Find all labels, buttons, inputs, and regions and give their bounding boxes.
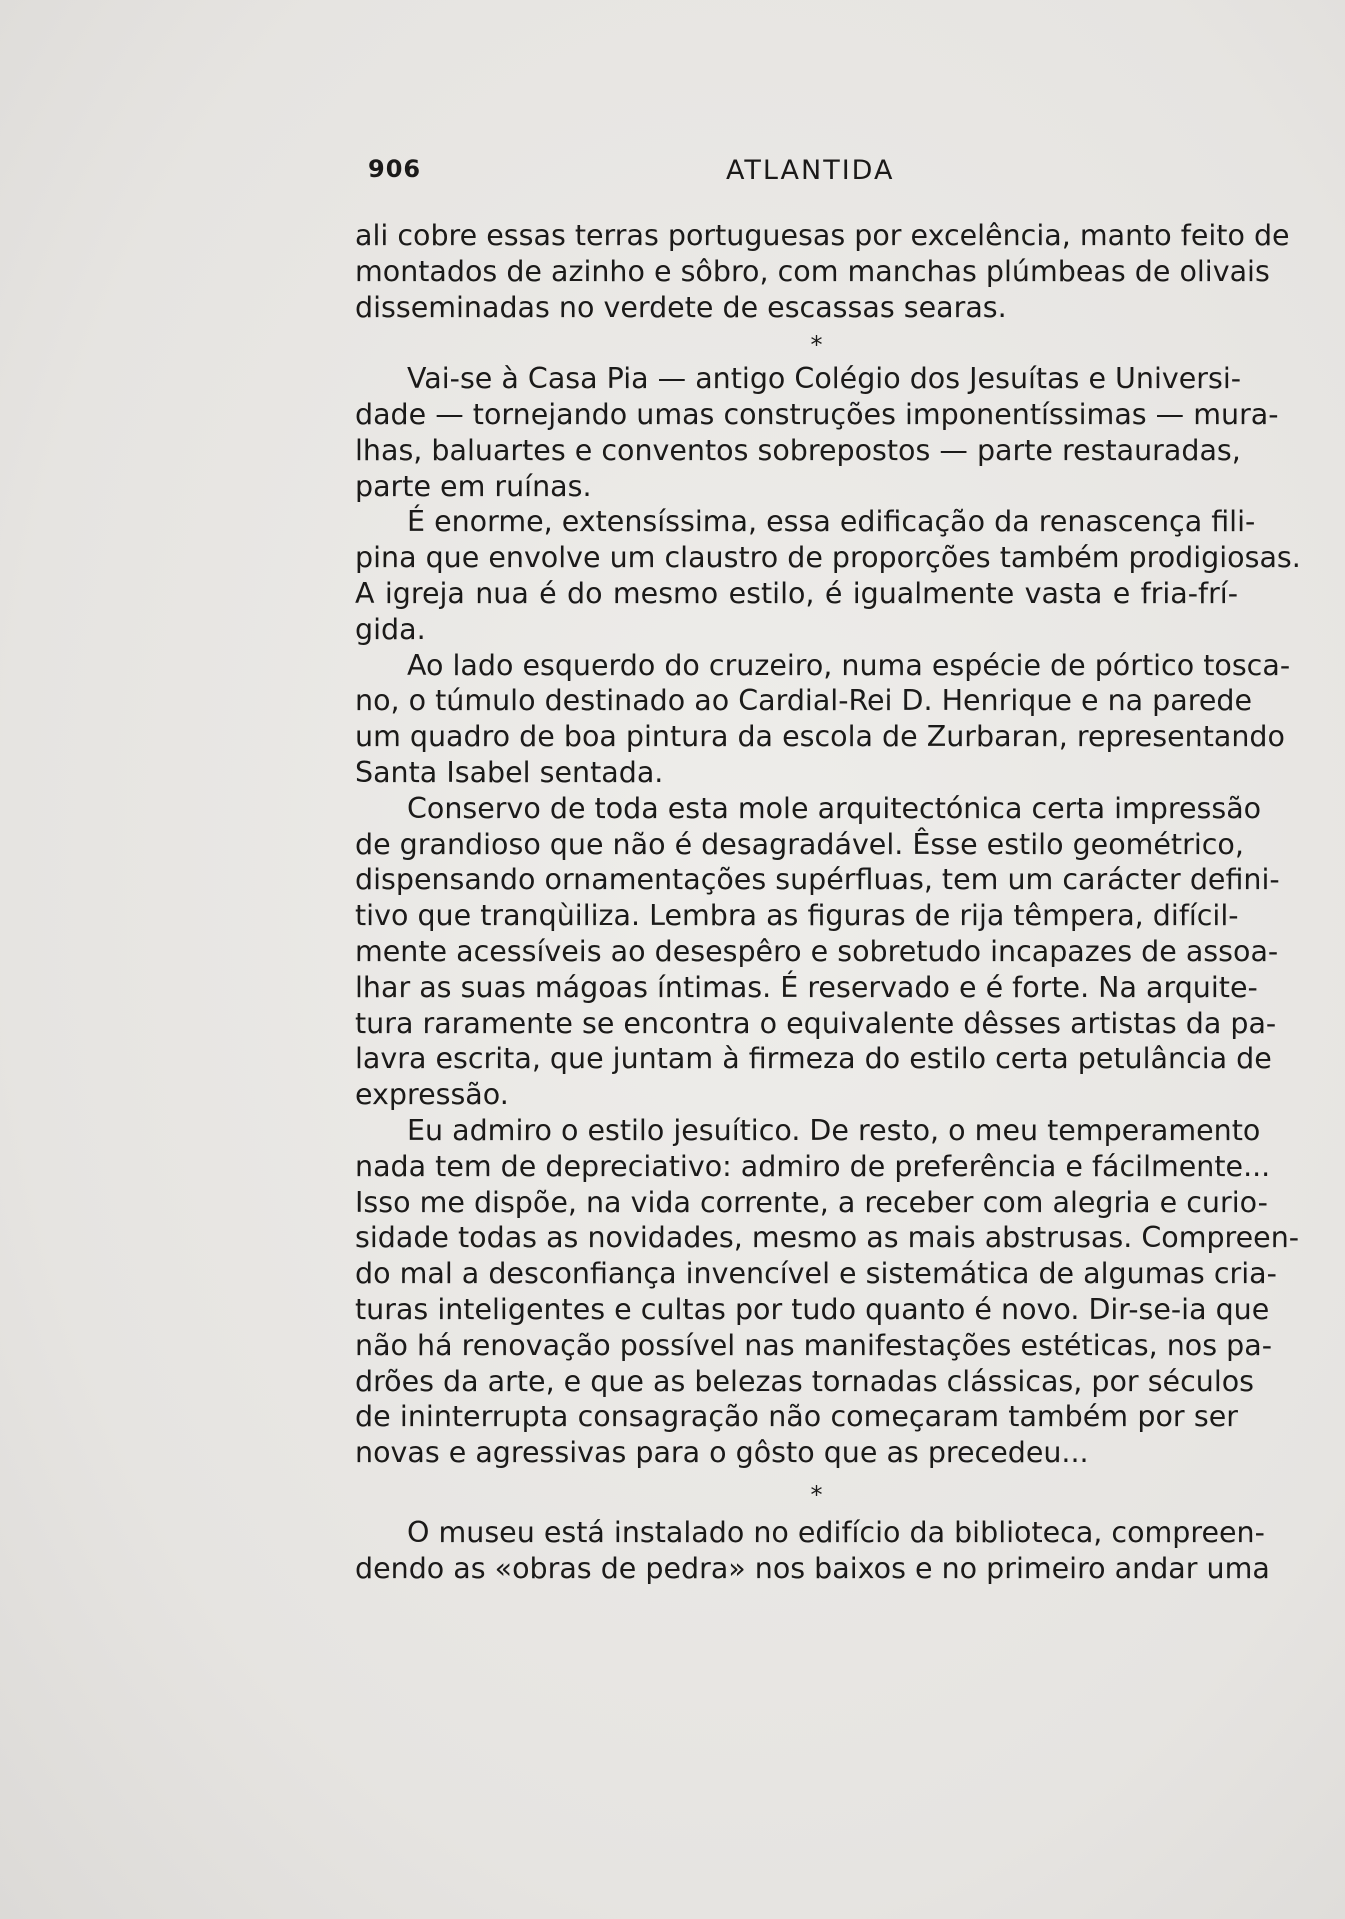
- text-line: ali cobre essas terras portuguesas por excelência, manto feito de: [355, 219, 1290, 252]
- text-line: parte em ruínas.: [355, 469, 592, 503]
- text-line: não há renovação possível nas manifestações estéticas, nos pa-: [355, 1328, 1272, 1362]
- text-line: lavra escrita, que juntam à firmeza do estilo certa petulância de: [355, 1042, 1272, 1076]
- text-line: um quadro de boa pintura da escola de Zurbaran, representando: [355, 720, 1285, 754]
- text-line: expressão.: [355, 1078, 509, 1112]
- text-line: Conservo de toda esta mole arquitectónica certa impressão: [407, 791, 1262, 825]
- body-text: [355, 218, 1301, 1586]
- text-line: Ao lado esquerdo do cruzeiro, numa espécie de pórtico tosca-: [407, 648, 1291, 682]
- text-line: Vai-se à Casa Pia — antigo Colégio dos Jesuítas e Universi-: [407, 362, 1242, 396]
- text-line: disseminadas no verdete de escassas searas.: [355, 290, 1007, 324]
- section-separator: *: [810, 331, 823, 360]
- text-line: O museu está instalado no edifício da biblioteca, compreen-: [407, 1515, 1265, 1549]
- text-line: sidade todas as novidades, mesmo as mais abstrusas. Compreen-: [355, 1221, 1300, 1255]
- text-line: Santa Isabel sentada.: [355, 755, 664, 789]
- text-line: mente acessíveis ao desespêro e sobretudo incapazes de assoa-: [355, 934, 1279, 968]
- text-line: Isso me dispõe, na vida corrente, a receber com alegria e curio-: [355, 1185, 1268, 1219]
- text-line: gida.: [355, 612, 426, 646]
- text-line: de grandioso que não é desagradável. Êsse estilo geométrico,: [355, 827, 1244, 861]
- text-line: lhas, baluartes e conventos sobrepostos — parte restauradas,: [355, 433, 1241, 467]
- text-line: Eu admiro o estilo jesuítico. De resto, o meu temperamento: [407, 1113, 1261, 1147]
- text-line: nada tem de depreciativo: admiro de preferência e fácilmente...: [355, 1149, 1271, 1183]
- text-line: no, o túmulo destinado ao Cardial-Rei D. Henrique e na parede: [355, 684, 1252, 718]
- text-line: dispensando ornamentações supérfluas, tem um carácter defini-: [355, 863, 1280, 897]
- page-number: 906: [368, 155, 422, 183]
- running-head: [368, 155, 1268, 195]
- text-line: pina que envolve um claustro de proporções também prodigiosas.: [355, 541, 1301, 575]
- text-line: drões da arte, e que as belezas tornadas clássicas, por séculos: [355, 1364, 1255, 1398]
- text-line: turas inteligentes e cultas por tudo quanto é novo. Dir-se-ia que: [355, 1292, 1270, 1326]
- running-title: ATLANTIDA: [726, 155, 895, 186]
- section-separator: *: [810, 1480, 823, 1509]
- text-line: tivo que tranqùiliza. Lembra as figuras de rija têmpera, difícil-: [355, 899, 1239, 933]
- text-line: dendo as «obras de pedra» nos baixos e no primeiro andar uma: [355, 1551, 1270, 1585]
- text-line: novas e agressivas para o gôsto que as precedeu...: [355, 1436, 1089, 1470]
- text-line: de ininterrupta consagração não começaram também por ser: [355, 1400, 1238, 1434]
- text-line: tura raramente se encontra o equivalente dêsses artistas da pa-: [355, 1006, 1277, 1040]
- text-line: dade — tornejando umas construções imponentíssimas — mura-: [355, 397, 1279, 431]
- text-line: lhar as suas mágoas íntimas. É reservado e é forte. Na arquite-: [355, 970, 1258, 1004]
- text-line: É enorme, extensíssima, essa edificação da renascença fili-: [407, 505, 1256, 539]
- text-line: do mal a desconfiança invencível e sistemática de algumas cria-: [355, 1257, 1277, 1291]
- text-line: A igreja nua é do mesmo estilo, é igualmente vasta e fria-frí-: [355, 576, 1238, 610]
- text-line: montados de azinho e sôbro, com manchas plúmbeas de olivais: [355, 254, 1270, 288]
